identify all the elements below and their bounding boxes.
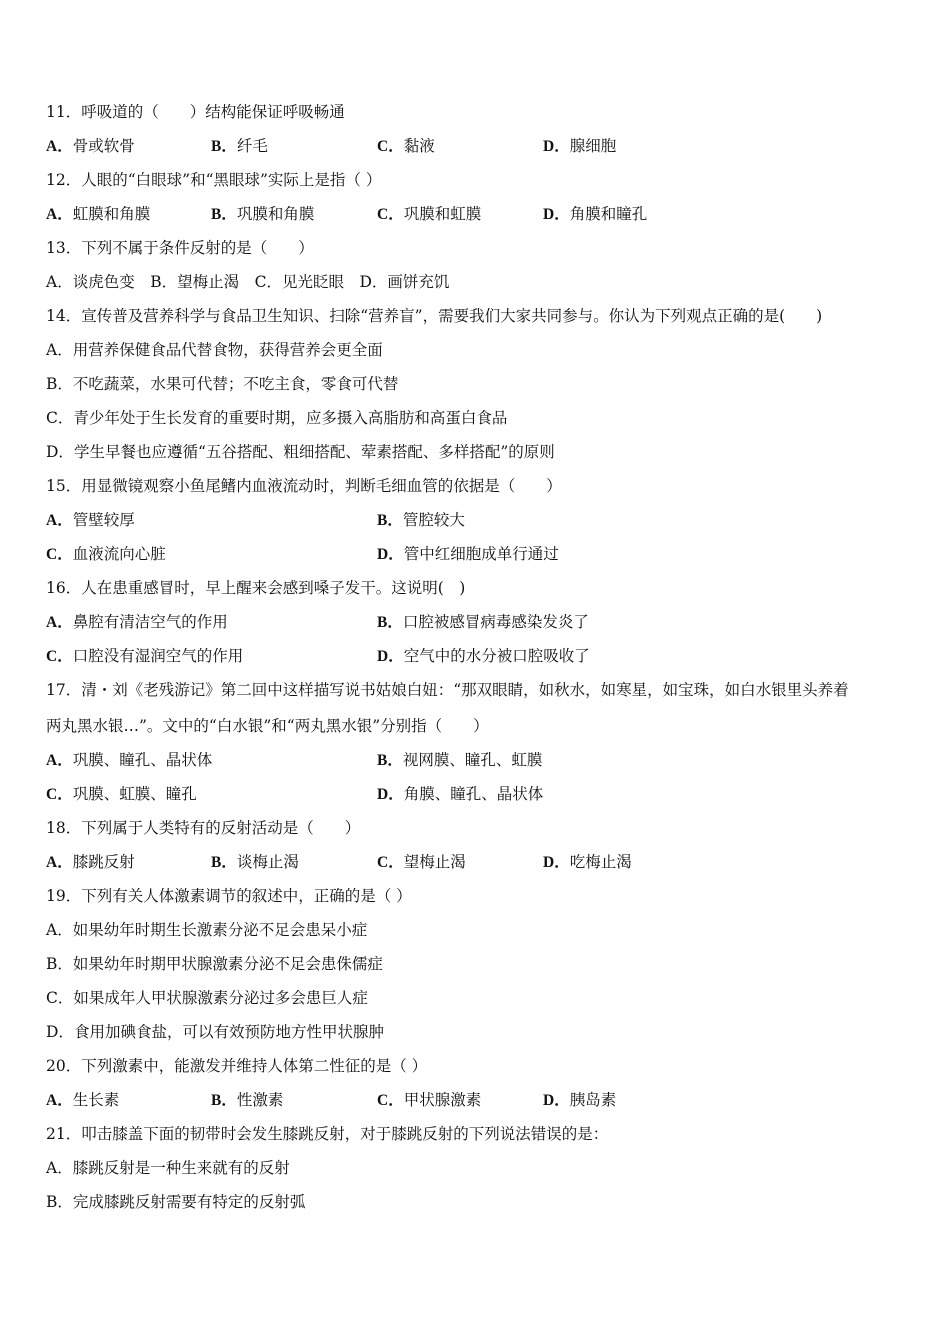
option-b: B．纤毛	[211, 137, 268, 155]
question-14-stem: 14．宣传普及营养科学与食品卫生知识、扫除“营养盲”，需要我们大家共同参与。你认为下列观点正确的是( )	[46, 307, 823, 325]
question-13-options: A．谈虎色变 B．望梅止渴 C．见光眨眼 D．画饼充饥	[46, 273, 450, 291]
question-14-option-a: A．用营养保健食品代替食物，获得营养会更全面	[46, 341, 383, 359]
option-b: B．管腔较大	[377, 511, 465, 529]
question-21-option-a: A．膝跳反射是一种生来就有的反射	[46, 1159, 290, 1177]
question-21-stem: 21．叩击膝盖下面的韧带时会发生膝跳反射，对于膝跳反射的下列说法错误的是：	[46, 1125, 609, 1143]
question-14-option-d: D．学生早餐也应遵循“五谷搭配、粗细搭配、荤素搭配、多样搭配”的原则	[46, 443, 555, 461]
question-19-option-a: A．如果幼年时期生长激素分泌不足会患呆小症	[46, 921, 368, 939]
option-b: B．口腔被感冒病毒感染发炎了	[377, 613, 589, 631]
option-c: C．巩膜和虹膜	[377, 205, 482, 223]
option-c: C．巩膜、虹膜、瞳孔	[46, 785, 197, 803]
option-b: B．性激素	[211, 1091, 284, 1109]
option-c: C．口腔没有湿润空气的作用	[46, 647, 244, 665]
question-18-stem: 18．下列属于人类特有的反射活动是（ ）	[46, 819, 361, 837]
question-16-stem: 16．人在患重感冒时，早上醒来会感到嗓子发干。这说明( )	[46, 579, 466, 597]
option-d: D．吃梅止渴	[543, 853, 632, 871]
option-a: A．膝跳反射	[46, 853, 135, 871]
question-17-stem: 17．清・刘《老残游记》第二回中这样描写说书姑娘白妞：“那双眼睛，如秋水，如寒星，如宝珠，如白水银里头养着	[46, 681, 849, 699]
option-c: C．望梅止渴	[377, 853, 466, 871]
question-17-stem-continued: 两丸黑水银…”。文中的“白水银”和“两丸黑水银”分别指（ ）	[46, 717, 489, 735]
question-11-stem: 11．呼吸道的（ ）结构能保证呼吸畅通	[46, 103, 345, 121]
option-d: D．角膜、瞳孔、晶状体	[377, 785, 544, 803]
question-19-option-b: B．如果幼年时期甲状腺激素分泌不足会患侏儒症	[46, 955, 383, 973]
question-14-option-c: C．青少年处于生长发育的重要时期，应多摄入高脂肪和高蛋白食品	[46, 409, 508, 427]
option-d: D．角膜和瞳孔	[543, 205, 648, 223]
option-a: A．生长素	[46, 1091, 120, 1109]
option-d: D．管中红细胞成单行通过	[377, 545, 559, 563]
option-c: C．黏液	[377, 137, 435, 155]
option-c: C．血液流向心脏	[46, 545, 166, 563]
option-a: A．巩膜、瞳孔、晶状体	[46, 751, 213, 769]
question-14-option-b: B．不吃蔬菜，水果可代替；不吃主食，零食可代替	[46, 375, 399, 393]
option-c: C．甲状腺激素	[377, 1091, 482, 1109]
option-b: B．巩膜和角膜	[211, 205, 315, 223]
option-b: B．谈梅止渴	[211, 853, 299, 871]
option-d: D．胰岛素	[543, 1091, 617, 1109]
question-19-stem: 19．下列有关人体激素调节的叙述中，正确的是（ ）	[46, 887, 412, 905]
question-19-option-d: D．食用加碘食盐，可以有效预防地方性甲状腺肿	[46, 1023, 384, 1041]
option-a: A．鼻腔有清洁空气的作用	[46, 613, 228, 631]
option-a: A．虹膜和角膜	[46, 205, 151, 223]
option-a: A．骨或软骨	[46, 137, 135, 155]
question-15-stem: 15．用显微镜观察小鱼尾鳍内血液流动时，判断毛细血管的依据是（ ）	[46, 477, 562, 495]
option-a: A．管壁较厚	[46, 511, 135, 529]
question-20-stem: 20．下列激素中，能激发并维持人体第二性征的是（ ）	[46, 1057, 428, 1075]
question-19-option-c: C．如果成年人甲状腺激素分泌过多会患巨人症	[46, 989, 368, 1007]
option-d: D．腺细胞	[543, 137, 617, 155]
question-13-stem: 13．下列不属于条件反射的是（ ）	[46, 239, 314, 257]
question-12-stem: 12．人眼的“白眼球”和“黑眼球”实际上是指（ ）	[46, 171, 382, 189]
question-21-option-b: B．完成膝跳反射需要有特定的反射弧	[46, 1193, 306, 1211]
option-d: D．空气中的水分被口腔吸收了	[377, 647, 590, 665]
option-b: B．视网膜、瞳孔、虹膜	[377, 751, 543, 769]
